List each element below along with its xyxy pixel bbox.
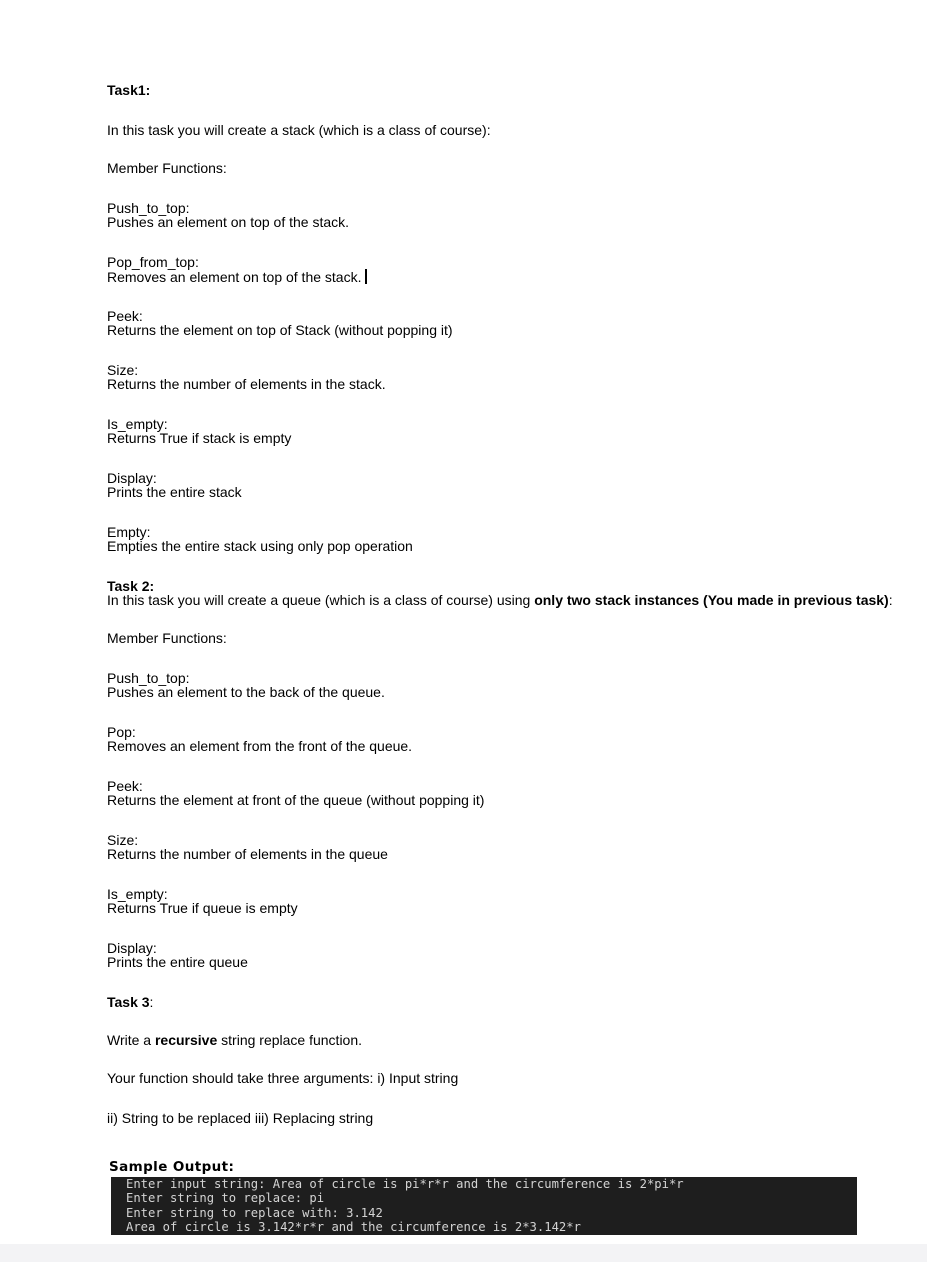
task1-fn-name: Peek: [107, 308, 143, 324]
task3-heading [107, 995, 153, 1009]
page-bottom-edge [0, 1244, 927, 1262]
task2-fn-desc: Returns the number of elements in the queue [107, 846, 388, 862]
task2-fn-name: Pop: [107, 724, 136, 740]
task1-fn-desc: Removes an element on top of the stack. [107, 269, 362, 285]
task1-fn-desc-with-caret [107, 269, 367, 284]
task1-fn-name: Push_to_top: [107, 200, 190, 216]
console-line: Enter string to replace with: 3.142 [126, 1205, 383, 1220]
task1-fn-name: Is_empty: [107, 416, 168, 432]
task1-heading: Task1: [107, 82, 151, 98]
task2-members-label: Member Functions: [107, 630, 227, 646]
task3-line2: Your function should take three arguments: i) Input string [107, 1070, 459, 1086]
task2-fn-desc: Prints the entire queue [107, 954, 248, 970]
task2-fn-name: Is_empty: [107, 886, 168, 902]
console-output [111, 1177, 857, 1235]
text-cursor [365, 269, 367, 284]
task3-line1-bold: recursive [154, 1032, 218, 1048]
task1-fn-desc: Returns the element on top of Stack (without popping it) [107, 322, 453, 338]
task2-intro-end: : [888, 592, 893, 608]
task3-line1-end: string replace function. [217, 1032, 363, 1048]
task2-fn-name: Display: [107, 940, 157, 956]
task1-intro: In this task you will create a stack (which is a class of course): [107, 122, 491, 138]
task1-members-label: Member Functions: [107, 160, 227, 176]
task1-fn-desc: Prints the entire stack [107, 484, 242, 500]
task2-intro-bold: only two stack instances (You made in previous task) [534, 592, 889, 608]
task1-fn-name: Size: [107, 362, 139, 378]
console-line: Enter input string: Area of circle is pi*r*r and the circumference is 2*pi*r [126, 1177, 684, 1191]
task2-fn-name: Push_to_top: [107, 670, 190, 686]
task2-intro [107, 593, 893, 607]
task2-fn-desc: Returns the element at front of the queue (without popping it) [107, 792, 485, 808]
task2-heading: Task 2: [107, 578, 155, 594]
task1-fn-desc: Empties the entire stack using only pop operation [107, 538, 413, 554]
task3-line1 [107, 1033, 362, 1047]
task2-fn-desc: Removes an element from the front of the queue. [107, 738, 413, 754]
task3-heading-text: Task 3 [107, 994, 150, 1010]
console-line: Enter string to replace: pi [126, 1191, 325, 1206]
sample-output-label: Sample Output: [109, 1159, 235, 1175]
task1-fn-name: Display: [107, 470, 157, 486]
task3-line1-start: Write a [107, 1032, 155, 1048]
task1-fn-desc: Returns the number of elements in the stack. [107, 376, 386, 392]
console-line: Area of circle is 3.142*r*r and the circumference is 2*3.142*r [126, 1219, 581, 1234]
task2-intro-start: In this task you will create a queue (which is a class of course) using [107, 592, 535, 608]
task1-fn-desc: Pushes an element on top of the stack. [107, 214, 350, 230]
task2-fn-name: Peek: [107, 778, 143, 794]
task3-heading-colon: : [149, 994, 154, 1010]
task2-fn-desc: Pushes an element to the back of the queue. [107, 684, 385, 700]
task2-fn-desc: Returns True if queue is empty [107, 900, 298, 916]
task1-fn-desc: Returns True if stack is empty [107, 430, 292, 446]
task1-fn-name: Pop_from_top: [107, 254, 199, 270]
task1-fn-name: Empty: [107, 524, 151, 540]
task3-line3: ii) String to be replaced iii) Replacing string [107, 1110, 374, 1126]
task2-fn-name: Size: [107, 832, 139, 848]
